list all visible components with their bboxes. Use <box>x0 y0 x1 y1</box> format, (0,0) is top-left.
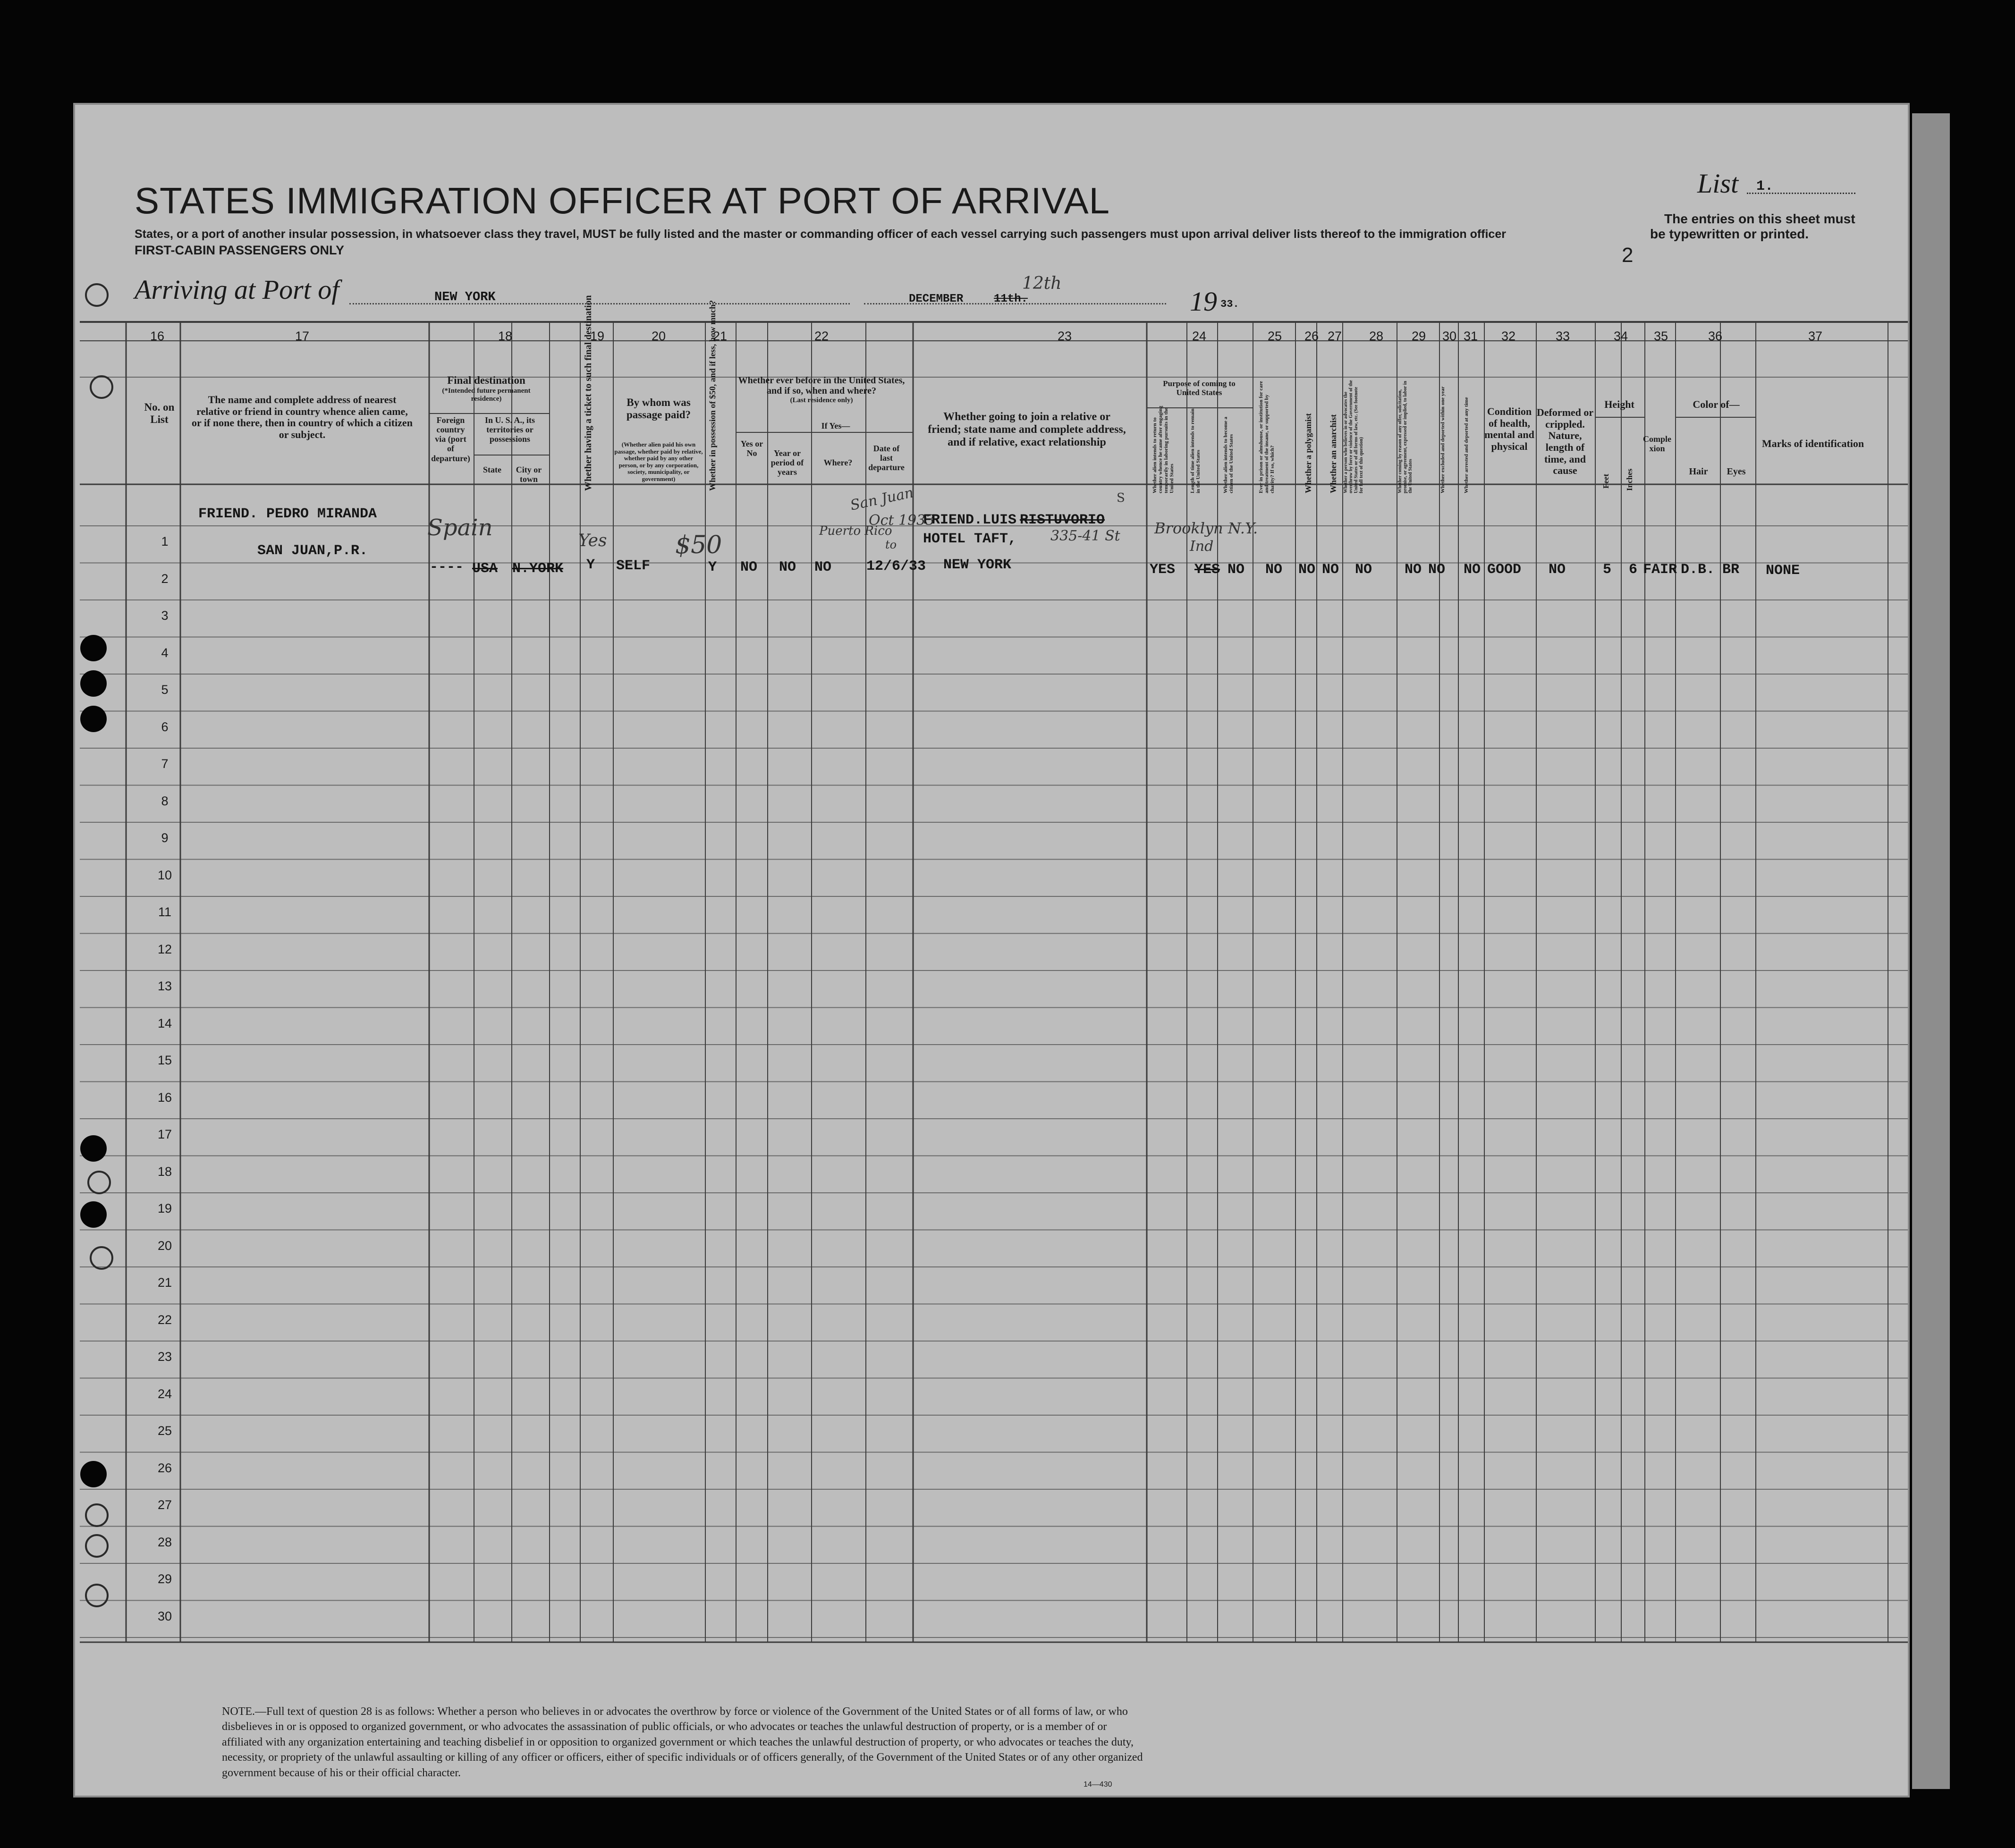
header-health: Condition of health, mental and physical <box>1484 405 1534 452</box>
before-years: NO <box>779 559 796 575</box>
row-number: 6 <box>161 719 169 734</box>
join-handwritten-address: 335-41 St <box>1050 528 1120 544</box>
money-value: Y <box>708 559 717 575</box>
header-height: Height <box>1604 398 1634 410</box>
join-line2: HOTEL TAFT, <box>923 531 1017 547</box>
row-number: 16 <box>157 1090 172 1105</box>
form-number: 14—430 <box>1084 1780 1112 1789</box>
col-num: 31 <box>1464 329 1478 343</box>
day-typed: 11th. <box>994 293 1028 305</box>
header-relative: The name and complete address of nearest relative or friend in country whence alien came, or if none there, then in country of which a citizen or subject. <box>192 394 413 440</box>
before-handwritten: Puerto Rico <box>819 524 892 538</box>
row-number: 24 <box>157 1386 172 1401</box>
col-num: 23 <box>1058 329 1072 343</box>
header-hair: Hair <box>1689 466 1708 477</box>
destination-state: USA <box>472 561 498 577</box>
col-num: 19 <box>590 329 605 343</box>
header-prison: Ever in prison or almshouse, or institution for care and treatment of the insane, or supported by charity? If so, which? <box>1258 381 1276 493</box>
header-marks: Marks of identification <box>1761 438 1864 449</box>
header-q30: Whether excluded and deported within one year <box>1440 386 1446 493</box>
list-number: 1. <box>1756 178 1774 194</box>
col-num: 28 <box>1369 329 1384 343</box>
row-number: 4 <box>161 645 169 660</box>
header-purpose-citizen: Whether alien intends to become a citizen of the United States <box>1223 416 1235 493</box>
purpose-return: YES <box>1150 562 1176 578</box>
row-number: 20 <box>157 1238 172 1253</box>
prison-value: NO <box>1265 562 1283 578</box>
row-number: 26 <box>157 1460 172 1475</box>
anarchist-value: NO <box>1322 562 1339 578</box>
port-line <box>349 303 850 304</box>
purpose-length-handwritten: Ind <box>1190 538 1214 555</box>
arriving-label: Arriving at Port of <box>135 274 339 305</box>
row-number: 8 <box>161 793 169 808</box>
col-num: 22 <box>814 329 829 343</box>
header-passage-note: (Whether alien paid his own passage, whether paid by relative, whether paid by any other person, or by any corporation, society, municipality, or government) <box>614 441 703 482</box>
foreign-country: ---- <box>430 559 464 575</box>
header-foreign-country: Foreign country via (port of departure) <box>431 415 470 463</box>
row-number: 9 <box>161 831 169 845</box>
row-number: 14 <box>157 1016 172 1030</box>
money-handwritten: $50 <box>675 531 722 559</box>
row-number: 27 <box>157 1498 172 1512</box>
ring-hole <box>85 1503 109 1527</box>
header-color: Color of— <box>1693 398 1740 410</box>
header-eyes: Eyes <box>1727 466 1746 477</box>
form-subtitle: States, or a port of another insular possession, in whatsoever class they travel, MUST be fully listed and the master or commanding officer of each vessel carrying such passengers must upon arrival deliver lists thereof to the immigration officer <box>135 228 1506 241</box>
foreign-country-handwritten: Spain <box>427 515 493 541</box>
join-handwritten-s: S <box>1117 491 1125 505</box>
complexion-value: FAIR <box>1643 562 1677 578</box>
header-feet: Feet <box>1601 473 1610 489</box>
before-handwritten: San Juan <box>848 484 915 514</box>
col-num: 29 <box>1412 329 1426 343</box>
page-edge <box>1912 113 1950 1789</box>
header-anarchist: Whether an anarchist <box>1329 414 1338 493</box>
before-handwritten: to <box>885 538 897 551</box>
row-number: 1 <box>161 534 169 548</box>
col-num: 18 <box>498 329 513 343</box>
binder-hole <box>80 706 107 732</box>
ring-hole <box>90 1246 113 1270</box>
col-num: 24 <box>1192 329 1207 343</box>
relative-name: FRIEND. PEDRO MIRANDA <box>198 506 377 522</box>
header-purpose-length: Length of time alien intends to remain in the United States <box>1190 408 1202 493</box>
header-ticket: Whether having a ticket to such final destination <box>583 295 593 491</box>
marks-value: NONE <box>1766 563 1800 579</box>
header-final-destination-note: (*Intended future permanent residence) <box>442 387 531 403</box>
year-suffix: 33. <box>1220 298 1239 310</box>
binder-hole <box>80 635 107 661</box>
entries-note: The entries on this sheet must <box>1664 211 1855 226</box>
ticket-handwritten: Yes <box>578 531 607 550</box>
header-purpose-return: Whether alien intends to return to country whence he came after engaging temporarily in laboring pursuits in the United States <box>1152 405 1175 493</box>
header-complexion: Complexion <box>1643 434 1671 454</box>
relative-address: SAN JUAN,P.R. <box>257 543 368 559</box>
binder-hole <box>80 1201 107 1228</box>
purpose-citizen: NO <box>1228 562 1245 578</box>
join-handwritten-city: Brooklyn N.Y. <box>1154 519 1258 537</box>
ring-hole <box>85 1534 109 1558</box>
header-year: Year or period of years <box>770 448 804 477</box>
entries-note: be typewritten or printed. <box>1650 227 1809 241</box>
row-number: 22 <box>157 1312 172 1327</box>
header-last-residence: (Last residence only) <box>790 397 853 404</box>
row-number: 19 <box>157 1201 172 1215</box>
before-handwritten: Oct 1933 <box>869 512 935 529</box>
col-num: 32 <box>1501 329 1516 343</box>
header-join-relative: Whether going to join a relative or friend; state name and complete address, and if relative, exact relationship <box>928 411 1126 448</box>
binder-hole <box>80 1461 107 1487</box>
join-line3: NEW YORK <box>943 557 1012 573</box>
col-num: 33 <box>1556 329 1570 343</box>
year-prefix: 19 <box>1190 286 1217 317</box>
list-underline <box>1747 193 1855 194</box>
col-num: 36 <box>1708 329 1723 343</box>
manifest-sheet <box>73 103 1910 1797</box>
before-yes-no: NO <box>740 559 758 575</box>
header-final-destination: Final destination <box>447 374 525 386</box>
port-value: NEW YORK <box>434 290 496 304</box>
height-inches: 6 <box>1629 562 1638 578</box>
q30-value: NO <box>1428 562 1446 578</box>
header-city: City or town <box>516 465 542 484</box>
polygamist-value: NO <box>1298 562 1316 578</box>
header-state: State <box>483 465 501 474</box>
header-money: Whether in possession of $50, and if less, how much? <box>708 300 717 491</box>
row-number: 13 <box>157 979 172 993</box>
paid-by: SELF <box>616 558 651 574</box>
row-number: 12 <box>157 942 172 956</box>
header-passage-paid: By whom was passage paid? <box>626 397 691 421</box>
row-number: 15 <box>157 1053 172 1067</box>
row-number: 30 <box>157 1609 172 1623</box>
row-number: 18 <box>157 1164 172 1179</box>
header-in-usa: In U. S. A., its territories or possessions <box>484 415 535 444</box>
header-inches: Inches <box>1625 468 1634 491</box>
header-q28: Whether a person who believes in or advocates the overthrow by force or violence of the Government of the United States or of all forms of law, etc. (See footnote for full text of this question) <box>1343 380 1364 493</box>
q29-value: NO <box>1405 562 1422 578</box>
header-polygamist: Whether a polygamist <box>1304 413 1313 493</box>
health-value: GOOD <box>1487 562 1522 578</box>
header-yes-no: Yes or No <box>740 439 763 458</box>
ring-hole <box>85 1584 109 1607</box>
header-deformed: Deformed or crippled. Nature, length of time, and cause <box>1536 406 1594 477</box>
row-number: 5 <box>161 683 169 697</box>
row-number: 17 <box>157 1127 172 1141</box>
height-feet: 5 <box>1603 562 1612 578</box>
col-num: 35 <box>1654 329 1668 343</box>
row-number: 7 <box>161 757 169 771</box>
col-num: 26 <box>1304 329 1319 343</box>
row-number: 10 <box>157 868 172 882</box>
ring-hole <box>87 1171 111 1194</box>
binder-hole <box>80 1135 107 1162</box>
footnote-text: NOTE.—Full text of question 28 is as follows: Whether a person who believes in or advocates the overthrow by force or violence of the Government of the United States or of all forms of law, or who disbelieves in or is opposed to organized government, or who advocates the assassination of public officials, or who advocates or teaches the unlawful destruction of property, or is a member of or affiliated with any organization entertaining and teaching disbelief in or opposition to organized government or which teaches the unlawful destruction of property, or who advocates or teaches the duty, necessity, or propriety of the unlawful assaulting or killing of any officer or officers, either of specific individuals or of officers generally, of the Government of the United States or of any other organized government because of his or their official character. <box>222 1705 1143 1779</box>
header-where: Where? <box>823 458 853 467</box>
header-before-in-us: Whether ever before in the United States, and if so, when and where? <box>738 375 905 397</box>
eyes-value: BR <box>1722 562 1740 578</box>
binder-hole <box>80 670 107 697</box>
col-num: 17 <box>295 329 310 343</box>
q31-value: NO <box>1464 562 1481 578</box>
day-handwritten: 12th <box>1022 274 1062 293</box>
row-number: 3 <box>161 608 169 623</box>
destination-city: N.YORK <box>512 561 564 577</box>
col-num: 37 <box>1808 329 1823 343</box>
last-departure: 12/6/33 <box>866 558 926 574</box>
month-value: DECEMBER <box>909 293 964 305</box>
row-number: 25 <box>157 1424 172 1438</box>
col-num: 34 <box>1614 329 1628 343</box>
join-line1: FRIEND.LUIS <box>923 512 1017 528</box>
row-number: 29 <box>157 1572 172 1586</box>
col-num: 25 <box>1268 329 1282 343</box>
deformed-value: NO <box>1549 562 1566 578</box>
row-number: 23 <box>157 1350 172 1364</box>
row-number: 28 <box>157 1535 172 1549</box>
col-num: 21 <box>713 329 728 343</box>
join-struck-name: RISTUVORIO <box>1020 512 1105 528</box>
ruled-grid <box>75 105 1908 1796</box>
form-title: STATES IMMIGRATION OFFICER AT PORT OF ARRIVAL <box>135 180 1110 221</box>
hair-value: D.B. <box>1681 562 1715 578</box>
sheet-number: 2 <box>1622 244 1634 267</box>
header-q29: Whether coming by reason of any offer, solicitation, promise, or agreement, expressed or implied, to labor in the United States <box>1397 380 1413 493</box>
col-num: 20 <box>652 329 666 343</box>
q28-value: NO <box>1355 562 1372 578</box>
ring-hole <box>85 283 109 307</box>
before-where: NO <box>814 559 832 575</box>
first-cabin-label: FIRST-CABIN PASSENGERS ONLY <box>135 243 345 257</box>
list-label: List <box>1697 168 1739 199</box>
purpose-length: YES <box>1194 562 1220 578</box>
header-q31: Whether arrested and deported at any time <box>1464 397 1469 493</box>
row-number: 11 <box>158 905 172 919</box>
ring-hole <box>90 375 113 399</box>
col-num: 30 <box>1442 329 1457 343</box>
col-num: 27 <box>1328 329 1342 343</box>
header-no-on-list: No. on List <box>144 401 175 425</box>
row-number: 2 <box>161 571 169 586</box>
col-num: 16 <box>150 329 165 343</box>
ticket-value: Y <box>586 557 595 573</box>
header-last-departure: Date of last departure <box>868 444 905 473</box>
header-purpose: Purpose of coming to United States <box>1163 379 1236 397</box>
row-number: 21 <box>157 1275 172 1290</box>
header-if-yes: If Yes— <box>821 421 850 430</box>
